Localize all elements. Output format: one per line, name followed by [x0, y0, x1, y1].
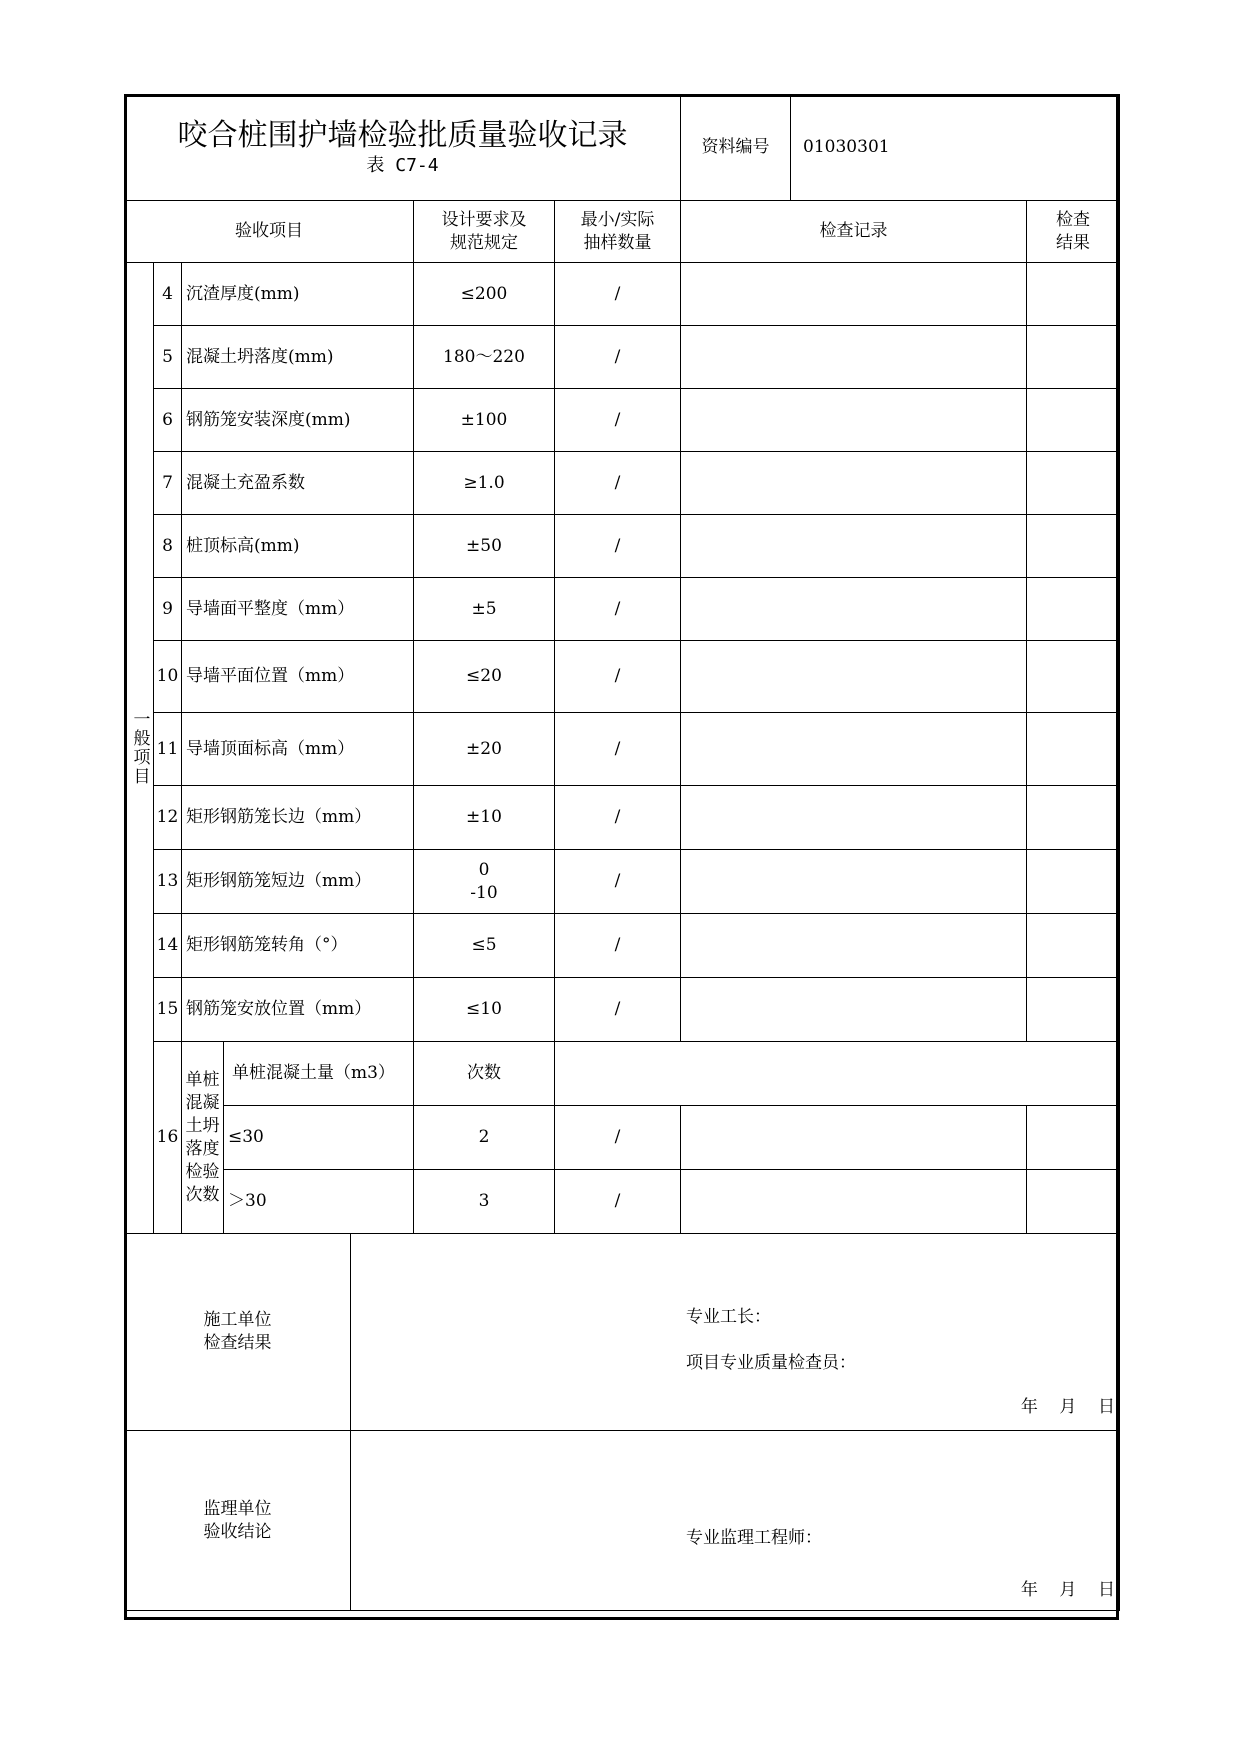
row-result[interactable] [1027, 515, 1120, 578]
table-row [125, 1170, 1120, 1234]
row16-sub-result[interactable] [1027, 1106, 1120, 1170]
supervision-sign-area[interactable] [351, 1431, 1120, 1611]
table-row [125, 978, 1120, 1042]
foreman-label: 专业工长： [686, 1307, 771, 1327]
row16-label [182, 1042, 224, 1234]
row-name: 矩形钢筋笼短边（mm） [182, 850, 414, 914]
col-header-result-line1: 检查 [1056, 209, 1091, 230]
row-sample: / [555, 641, 681, 713]
row-sample: / [555, 263, 681, 326]
row-record[interactable] [681, 914, 1027, 978]
row-record[interactable] [681, 389, 1027, 452]
row16-subheader-name: 单桩混凝土量（m3） [224, 1042, 414, 1106]
row-no: 9 [154, 578, 182, 641]
row-name: 桩顶标高(mm) [182, 515, 414, 578]
row-sample: / [555, 389, 681, 452]
row-design: ≤200 [414, 263, 555, 326]
row-name: 导墙平面位置（mm） [182, 641, 414, 713]
supervising-engineer-label: 专业监理工程师： [686, 1528, 822, 1548]
row-sample: / [555, 452, 681, 515]
row-sample: / [555, 713, 681, 786]
row-no: 13 [154, 850, 182, 914]
table-row [125, 389, 1120, 452]
row16-no: 16 [154, 1042, 182, 1234]
construction-section [125, 1234, 1120, 1431]
col-header-result-line2: 结果 [1056, 232, 1091, 253]
doc-no-value: 01030301 [791, 95, 1120, 201]
row-no: 5 [154, 326, 182, 389]
row-no: 15 [154, 978, 182, 1042]
table-row [125, 850, 1120, 914]
table-row [125, 641, 1120, 713]
row-result[interactable] [1027, 641, 1120, 713]
row-name: 钢筋笼安装深度(mm) [182, 389, 414, 452]
row-design: ≤10 [414, 978, 555, 1042]
table-row [125, 914, 1120, 978]
row16-label-line: 落度 [185, 1138, 220, 1159]
row16-sub-sample: / [555, 1170, 681, 1234]
supervision-label [125, 1431, 351, 1611]
section-label: 一般项目 [125, 263, 154, 1234]
row-no: 8 [154, 515, 182, 578]
row-record[interactable] [681, 515, 1027, 578]
supervision-label-line1: 监理单位 [203, 1498, 272, 1519]
supervision-date: 年 月 日 [1020, 1580, 1116, 1600]
table-row [125, 452, 1120, 515]
row-result[interactable] [1027, 263, 1120, 326]
row-name: 混凝土充盈系数 [182, 452, 414, 515]
row-design: 180～220 [414, 326, 555, 389]
row-result[interactable] [1027, 452, 1120, 515]
supervision-label-line2: 验收结论 [203, 1521, 272, 1542]
table-row [125, 713, 1120, 786]
row-design: ±100 [414, 389, 555, 452]
row16-sub-value: 2 [414, 1106, 555, 1170]
row-result[interactable] [1027, 389, 1120, 452]
table-row [125, 263, 1120, 326]
row-sample: / [555, 326, 681, 389]
row16-label-line: 单桩 [185, 1069, 220, 1090]
table-row [125, 515, 1120, 578]
row-design: ≤5 [414, 914, 555, 978]
row-sample: / [555, 786, 681, 850]
row-sample: / [555, 578, 681, 641]
row-design: ±50 [414, 515, 555, 578]
col-header-record: 检查记录 [681, 201, 1027, 263]
construction-sign-area[interactable] [351, 1234, 1120, 1431]
col-header-item: 验收项目 [125, 201, 414, 263]
col-header-design [414, 201, 555, 263]
row16-subheader-blank [555, 1042, 1120, 1106]
row-name: 导墙面平整度（mm） [182, 578, 414, 641]
row-sample: / [555, 978, 681, 1042]
row-result[interactable] [1027, 786, 1120, 850]
row-result[interactable] [1027, 578, 1120, 641]
inspection-form [124, 94, 1119, 1620]
row-record[interactable] [681, 452, 1027, 515]
col-header-sample-line2: 抽样数量 [583, 232, 652, 253]
row-name: 沉渣厚度(mm) [182, 263, 414, 326]
row16-sub-record[interactable] [681, 1106, 1027, 1170]
row-design-line2: -10 [470, 882, 498, 903]
row-design [414, 850, 555, 914]
row16-label-line: 次数 [185, 1184, 220, 1205]
row-result[interactable] [1027, 326, 1120, 389]
row-design: ±5 [414, 578, 555, 641]
row-no: 7 [154, 452, 182, 515]
row-name: 混凝土坍落度(mm) [182, 326, 414, 389]
table-row [125, 578, 1120, 641]
row-sample: / [555, 515, 681, 578]
row16-sub-sample: / [555, 1106, 681, 1170]
table-row [125, 1106, 1120, 1170]
row-no: 14 [154, 914, 182, 978]
row-record[interactable] [681, 263, 1027, 326]
row-result[interactable] [1027, 713, 1120, 786]
row-no: 6 [154, 389, 182, 452]
row-name: 钢筋笼安放位置（mm） [182, 978, 414, 1042]
row-record[interactable] [681, 641, 1027, 713]
row-record[interactable] [681, 786, 1027, 850]
row16-sub-result[interactable] [1027, 1170, 1120, 1234]
row-result[interactable] [1027, 850, 1120, 914]
row-sample: / [555, 850, 681, 914]
row-record[interactable] [681, 578, 1027, 641]
row-design: ≤20 [414, 641, 555, 713]
table-row [125, 1042, 1120, 1106]
col-header-design-line2: 规范规定 [450, 232, 518, 253]
construction-label-line1: 施工单位 [203, 1310, 272, 1330]
col-header-sample [555, 201, 681, 263]
title-cell [125, 95, 681, 201]
form-subtitle: 表 C7-4 [366, 154, 439, 176]
doc-no-label: 资料编号 [681, 95, 791, 201]
row-name: 导墙顶面标高（mm） [182, 713, 414, 786]
row-record[interactable] [681, 978, 1027, 1042]
row-record[interactable] [681, 850, 1027, 914]
row-name: 矩形钢筋笼长边（mm） [182, 786, 414, 850]
row-design: ±10 [414, 786, 555, 850]
row-result[interactable] [1027, 914, 1120, 978]
row-no: 10 [154, 641, 182, 713]
row16-sub-record[interactable] [681, 1170, 1027, 1234]
row-no: 4 [154, 263, 182, 326]
form-title: 咬合桩围护墙检验批质量验收记录 [177, 117, 628, 153]
row-name: 矩形钢筋笼转角（°） [182, 914, 414, 978]
construction-date: 年 月 日 [1020, 1397, 1116, 1417]
row16-sub-name: ＞30 [224, 1170, 414, 1234]
row-record[interactable] [681, 326, 1027, 389]
row-design: ≥1.0 [414, 452, 555, 515]
row-design: ±20 [414, 713, 555, 786]
row16-subheader-value: 次数 [414, 1042, 555, 1106]
col-header-result [1027, 201, 1120, 263]
quality-inspector-label: 项目专业质量检查员： [686, 1353, 856, 1373]
row16-label-line: 混凝 [185, 1092, 220, 1113]
form-table [124, 94, 1120, 1611]
row-sample: / [555, 914, 681, 978]
row-no: 11 [154, 713, 182, 786]
row-design-line1: 0 [478, 859, 490, 880]
construction-label [125, 1234, 351, 1431]
row-result[interactable] [1027, 978, 1120, 1042]
row16-label-line: 检验 [185, 1161, 220, 1182]
table-row [125, 326, 1120, 389]
col-header-design-line1: 设计要求及 [441, 209, 527, 230]
construction-label-line2: 检查结果 [203, 1333, 272, 1353]
row16-sub-name: ≤30 [224, 1106, 414, 1170]
row16-sub-value: 3 [414, 1170, 555, 1234]
row16-label-line: 土坍 [185, 1115, 220, 1136]
row-no: 12 [154, 786, 182, 850]
col-header-sample-line1: 最小/实际 [580, 209, 655, 230]
row-record[interactable] [681, 713, 1027, 786]
table-row [125, 786, 1120, 850]
supervision-section [125, 1431, 1120, 1611]
